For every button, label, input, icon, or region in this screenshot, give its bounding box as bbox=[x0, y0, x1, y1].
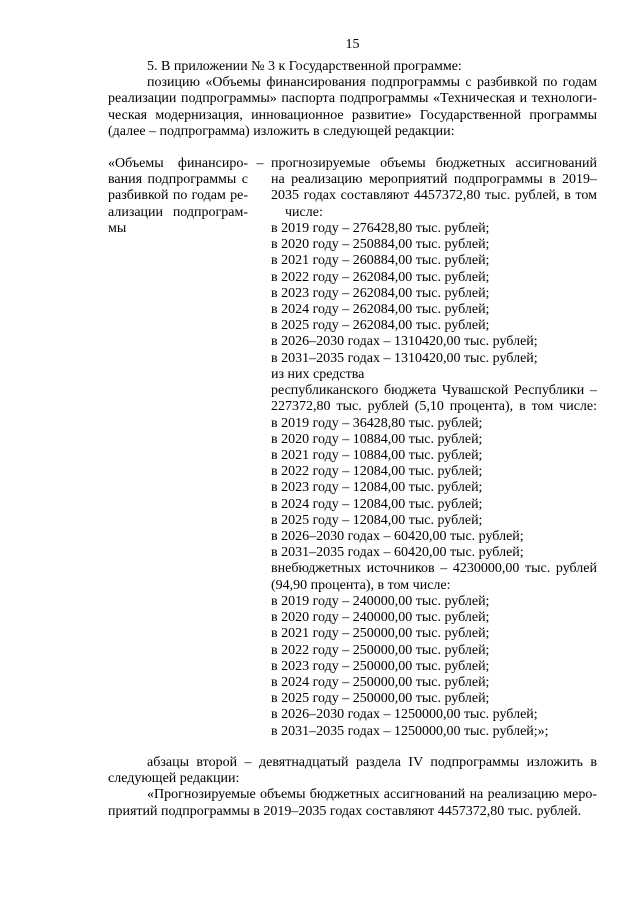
table-dash-separator: – bbox=[256, 156, 264, 171]
text-line: «Прогнозируемые объемы бюджетных ассигнований на реализацию меро- bbox=[147, 787, 597, 803]
text-line: позицию «Объемы финансирования подпрограммы с разбивкой по годам bbox=[147, 75, 597, 91]
intro-paragraphs bbox=[108, 59, 597, 140]
year-amount-line: в 2020 году – 10884,00 тыс. рублей; bbox=[271, 431, 483, 447]
page-number: 15 bbox=[345, 37, 360, 52]
year-amount-line: в 2020 году – 250884,00 тыс. рублей; bbox=[271, 237, 490, 253]
year-amount-line: в 2023 году – 262084,00 тыс. рублей; bbox=[271, 285, 490, 301]
text-line: вания подпрограммы с bbox=[108, 172, 248, 188]
text-line: следующей редакции: bbox=[108, 771, 240, 787]
year-amount-line: в 2025 году – 262084,00 тыс. рублей; bbox=[271, 318, 490, 334]
year-amount-line: в 2021 году – 250000,00 тыс. рублей; bbox=[271, 626, 490, 642]
text-line: ализации подпрограм- bbox=[108, 204, 248, 220]
year-amount-line: в 2019 году – 276428,80 тыс. рублей; bbox=[271, 220, 490, 236]
year-amount-line: в 2024 году – 262084,00 тыс. рублей; bbox=[271, 301, 490, 317]
year-amount-line: в 2023 году – 12084,00 тыс. рублей; bbox=[271, 480, 483, 496]
text-line: разбивкой по годам ре- bbox=[108, 188, 248, 204]
text-line: ческая модернизация, инновационное развитие» Государственной программы bbox=[108, 107, 597, 123]
text-line: из них средства bbox=[271, 366, 365, 382]
year-amount-line: в 2025 году – 250000,00 тыс. рублей; bbox=[271, 691, 490, 707]
text-line: абзацы второй – девятнадцатый раздела IV подпрограммы изложить в bbox=[147, 755, 597, 770]
year-amount-line: в 2021 году – 260884,00 тыс. рублей; bbox=[271, 253, 490, 269]
text-line: реализации подпрограммы» паспорта подпрограммы «Техническая и технологи- bbox=[108, 91, 597, 107]
table-right-cell bbox=[271, 156, 597, 740]
year-amount-line: в 2022 году – 250000,00 тыс. рублей; bbox=[271, 642, 490, 658]
year-amount-line: в 2031–2035 годах – 1250000,00 тыс. рублей;»; bbox=[271, 723, 549, 739]
text-line: числе: bbox=[285, 204, 323, 220]
year-amount-line: в 2019 году – 240000,00 тыс. рублей; bbox=[271, 593, 490, 609]
text-line: прогнозируемые объемы бюджетных ассигнований bbox=[271, 156, 597, 171]
text-line: (94,90 процента), в том числе: bbox=[271, 577, 451, 593]
year-amount-line: в 2026–2030 годах – 1250000,00 тыс. рублей; bbox=[271, 707, 538, 723]
year-amount-line: в 2021 году – 10884,00 тыс. рублей; bbox=[271, 447, 483, 463]
text-line: (далее – подпрограмма) изложить в следующей редакции: bbox=[108, 123, 455, 139]
year-amount-line: в 2022 году – 12084,00 тыс. рублей; bbox=[271, 464, 483, 480]
year-amount-line: в 2026–2030 годах – 60420,00 тыс. рублей; bbox=[271, 529, 524, 545]
text-line: республиканского бюджета Чувашской Республики – bbox=[271, 383, 597, 399]
text-line: мы bbox=[108, 220, 127, 236]
year-amount-line: в 2023 году – 250000,00 тыс. рублей; bbox=[271, 658, 490, 674]
closing-paragraphs bbox=[108, 755, 597, 820]
year-amount-line: в 2031–2035 годах – 1310420,00 тыс. рублей; bbox=[271, 350, 538, 366]
year-amount-line: в 2025 году – 12084,00 тыс. рублей; bbox=[271, 512, 483, 528]
text-line: «Объемы финансиро- bbox=[108, 156, 248, 171]
text-line: 227372,80 тыс. рублей (5,10 процента), в том числе: bbox=[271, 399, 597, 415]
text-line: 2035 годах составляют 4457372,80 тыс. рублей, в том bbox=[271, 188, 597, 204]
year-amount-line: в 2024 году – 250000,00 тыс. рублей; bbox=[271, 675, 490, 690]
text-line: внебюджетных источников – 4230000,00 тыс. рублей bbox=[271, 561, 597, 577]
year-amount-line: в 2020 году – 240000,00 тыс. рублей; bbox=[271, 610, 490, 626]
text-line: приятий подпрограммы в 2019–2035 годах составляют 4457372,80 тыс. рублей. bbox=[108, 803, 582, 819]
text-line: 5. В приложении № 3 к Государственной программе: bbox=[147, 59, 462, 74]
year-amount-line: в 2026–2030 годах – 1310420,00 тыс. рублей; bbox=[271, 334, 538, 350]
year-amount-line: в 2019 году – 36428,80 тыс. рублей; bbox=[271, 415, 483, 431]
text-line: на реализацию мероприятий подпрограммы в 2019– bbox=[271, 172, 597, 188]
year-amount-line: в 2024 году – 12084,00 тыс. рублей; bbox=[271, 496, 483, 512]
year-amount-line: в 2022 году – 262084,00 тыс. рублей; bbox=[271, 269, 490, 285]
passport-position-table bbox=[108, 156, 597, 741]
year-amount-line: в 2031–2035 годах – 60420,00 тыс. рублей; bbox=[271, 545, 524, 561]
table-left-cell bbox=[108, 156, 248, 237]
